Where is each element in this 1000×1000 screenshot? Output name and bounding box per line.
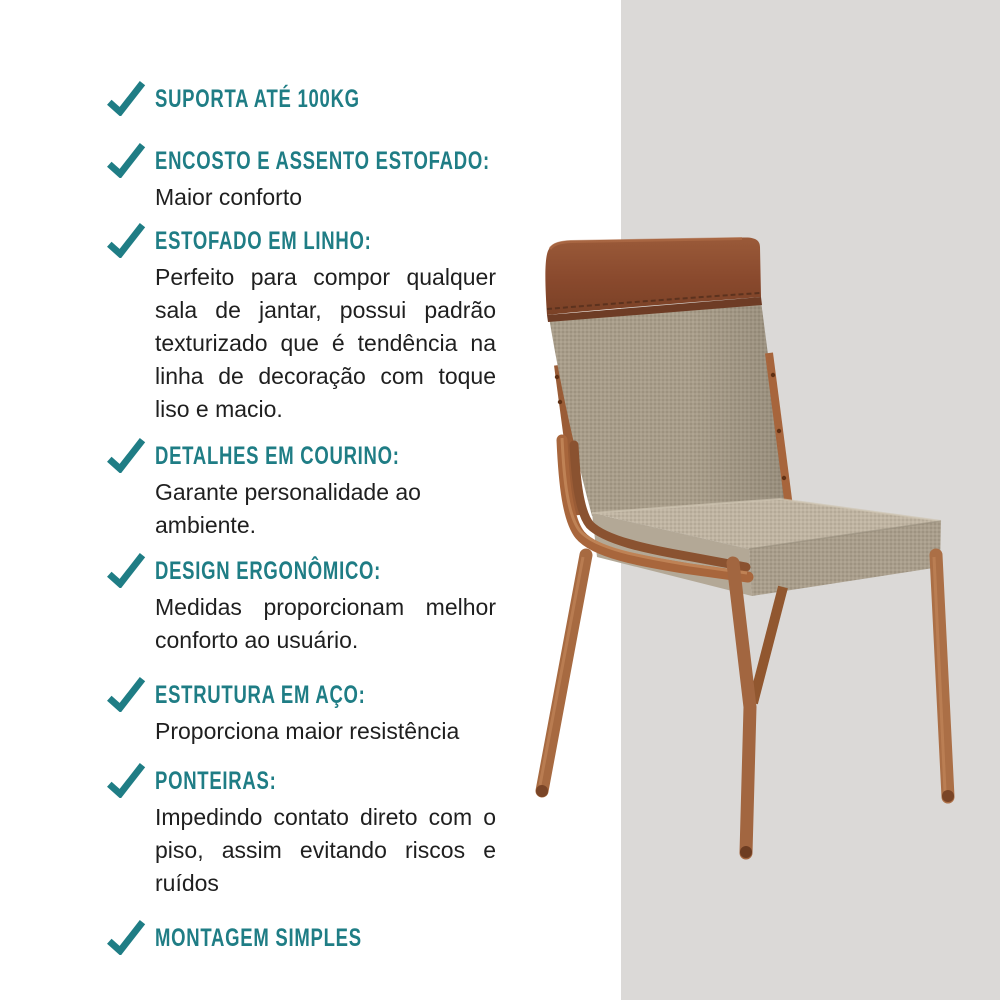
feature-heading: ENCOSTO E ASSENTO ESTOFADO: xyxy=(155,147,490,175)
feature-heading: ESTRUTURA EM AÇO: xyxy=(155,681,366,709)
check-icon xyxy=(105,553,148,588)
feature-heading: ESTOFADO EM LINHO: xyxy=(155,227,372,255)
feature-heading: PONTEIRAS: xyxy=(155,767,277,795)
feature-item-linho xyxy=(155,228,496,426)
chair-backrest xyxy=(549,301,788,516)
check-icon xyxy=(105,223,148,258)
feature-description: Maior conforto xyxy=(155,184,303,210)
chair-legs xyxy=(536,555,954,858)
feature-item-ergonomico xyxy=(155,558,496,657)
feature-description: Medidas proporcionam melhor conforto ao usuário. xyxy=(155,594,496,653)
feature-heading: SUPORTA ATÉ 100KG xyxy=(155,85,360,113)
chair-foot-cap xyxy=(942,790,954,802)
feature-description: Garante personalidade ao ambiente. xyxy=(155,479,421,538)
chair-foot-cap xyxy=(536,785,548,797)
check-icon xyxy=(105,677,148,712)
feature-description: Impedindo contato direto com o piso, assim evitando riscos e ruídos xyxy=(155,804,496,896)
feature-item-courino xyxy=(155,443,496,542)
check-icon xyxy=(105,920,148,955)
chair-foot-cap xyxy=(740,846,752,858)
feature-item-montagem xyxy=(155,925,496,951)
feature-heading: MONTAGEM SIMPLES xyxy=(155,924,362,952)
feature-item-capacity xyxy=(155,86,496,112)
product-photo-chair xyxy=(520,225,980,870)
check-icon xyxy=(105,763,148,798)
feature-item-encosto xyxy=(155,148,496,214)
check-icon xyxy=(105,143,148,178)
feature-description: Proporciona maior resistência xyxy=(155,718,460,744)
feature-item-ponteiras xyxy=(155,768,496,900)
feature-heading: DETALHES EM COURINO: xyxy=(155,442,400,470)
check-icon xyxy=(105,81,148,116)
feature-item-aco xyxy=(155,682,496,748)
check-icon xyxy=(105,438,148,473)
feature-heading: DESIGN ERGONÔMICO: xyxy=(155,557,382,585)
feature-description: Perfeito para compor qualquer sala de jantar, possui padrão texturizado que é tendência na linha de decoração com toque liso e macio. xyxy=(155,264,496,422)
